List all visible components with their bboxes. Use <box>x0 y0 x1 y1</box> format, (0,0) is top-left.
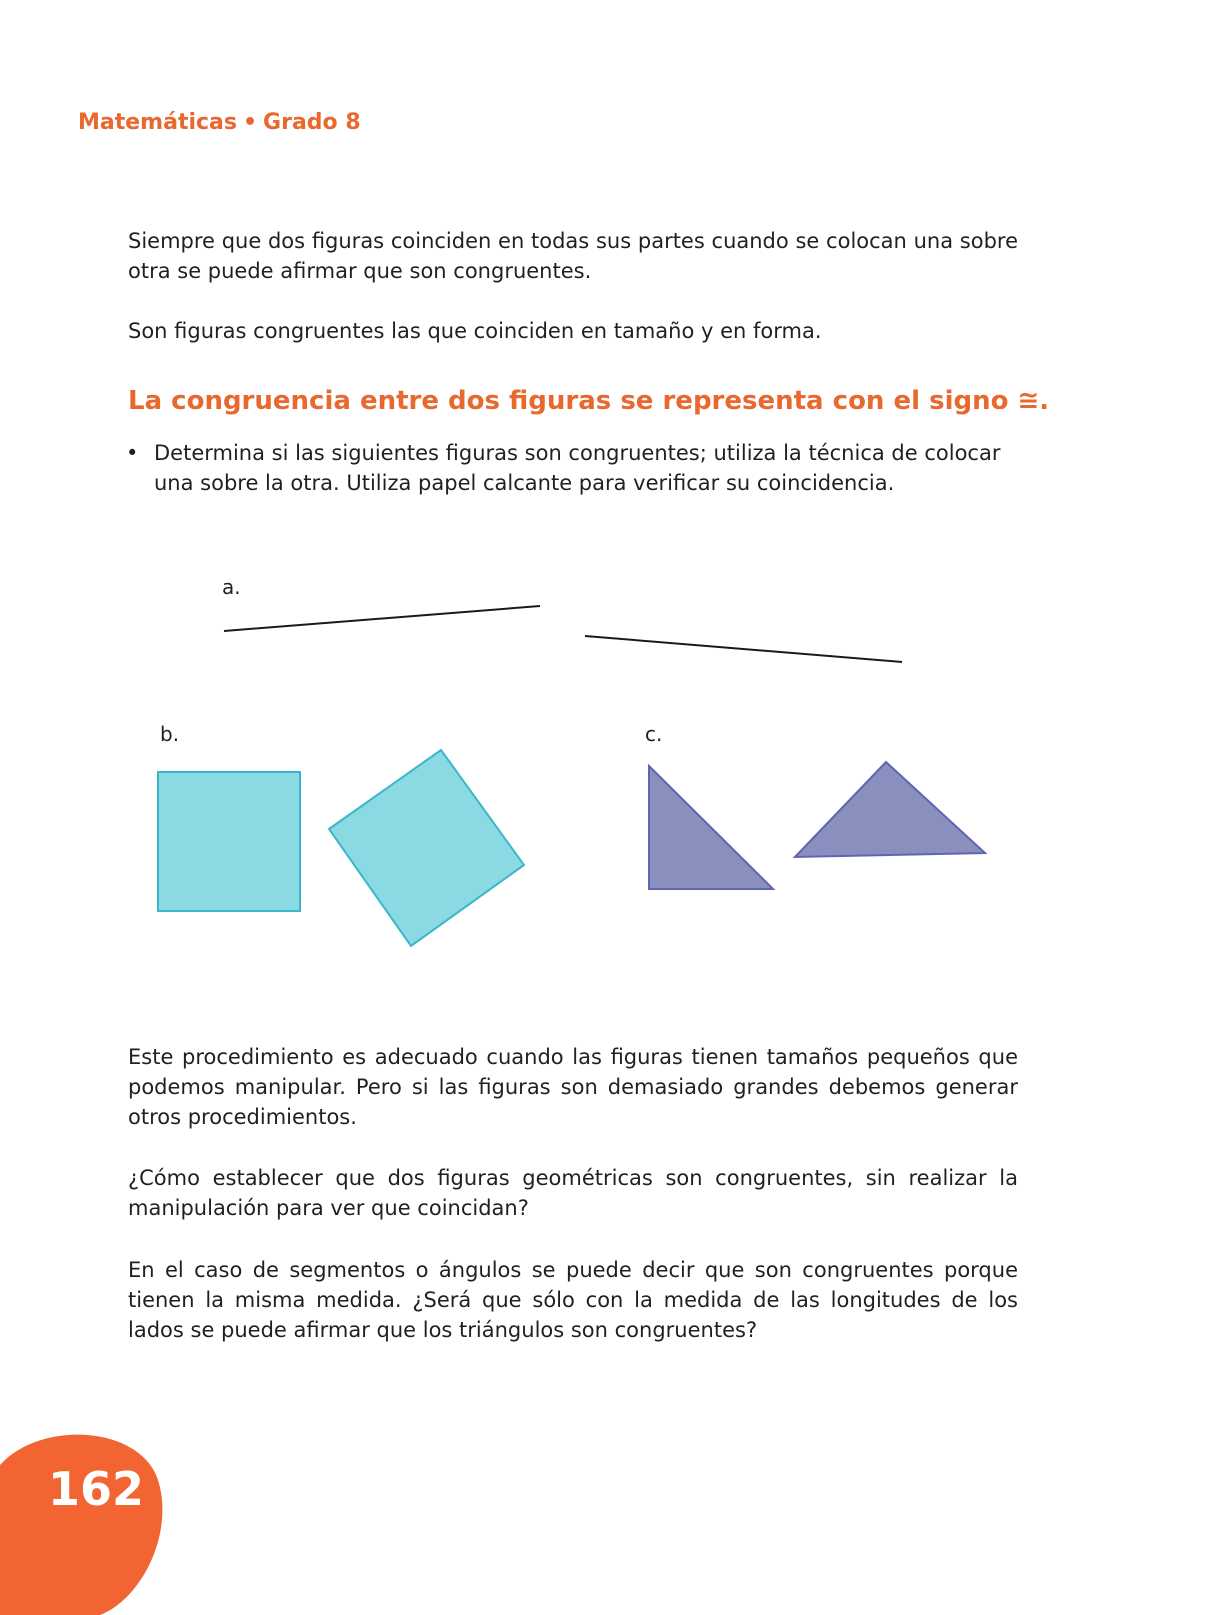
instruction-bullet-text: Determina si las siguientes figuras son congruentes; utiliza la técnica de colocar una sobre la otra. Utiliza papel calcante para verificar su coincidencia. <box>154 441 1001 495</box>
grade-label: Grado 8 <box>263 110 361 135</box>
bullet-marker: • <box>126 441 139 465</box>
figure-label-a: a. <box>222 575 241 599</box>
segment-a-left <box>224 606 540 631</box>
triangle-c-left <box>649 766 773 889</box>
segments-paragraph: En el caso de segmentos o ángulos se puede decir que son congruentes porque tienen la misma medida. ¿Será que sólo con la medida de las longitudes de los lados se puede afirmar que los triángulos son congruentes? <box>128 1258 1018 1342</box>
segment-a-right <box>585 636 902 662</box>
triangle-c-right <box>795 762 985 857</box>
header-separator: • <box>242 110 258 135</box>
square-b-rotated <box>329 750 524 946</box>
question-paragraph: ¿Cómo establecer que dos figuras geométricas son congruentes, sin realizar la manipulación para ver que coincidan? <box>128 1166 1018 1220</box>
definition-paragraph: Son figuras congruentes las que coinciden en tamaño y en forma. <box>128 319 822 343</box>
subject-label: Matemáticas <box>78 110 237 135</box>
figure-label-c: c. <box>645 722 663 746</box>
intro-paragraph: Siempre que dos figuras coinciden en todas sus partes cuando se colocan una sobre otra se puede afirmar que son congruentes. <box>128 229 1018 283</box>
page-number: 162 <box>48 1462 145 1516</box>
congruence-sign-heading: La congruencia entre dos figuras se representa con el signo ≅. <box>128 386 1050 416</box>
figure-label-b: b. <box>160 722 180 746</box>
square-b-left <box>158 772 300 911</box>
page-number-badge <box>0 1425 170 1615</box>
procedure-paragraph: Este procedimiento es adecuado cuando las figuras tienen tamaños pequeños que podemos manipular. Pero si las figuras son demasiado grandes debemos generar otros procedimientos. <box>128 1045 1018 1129</box>
